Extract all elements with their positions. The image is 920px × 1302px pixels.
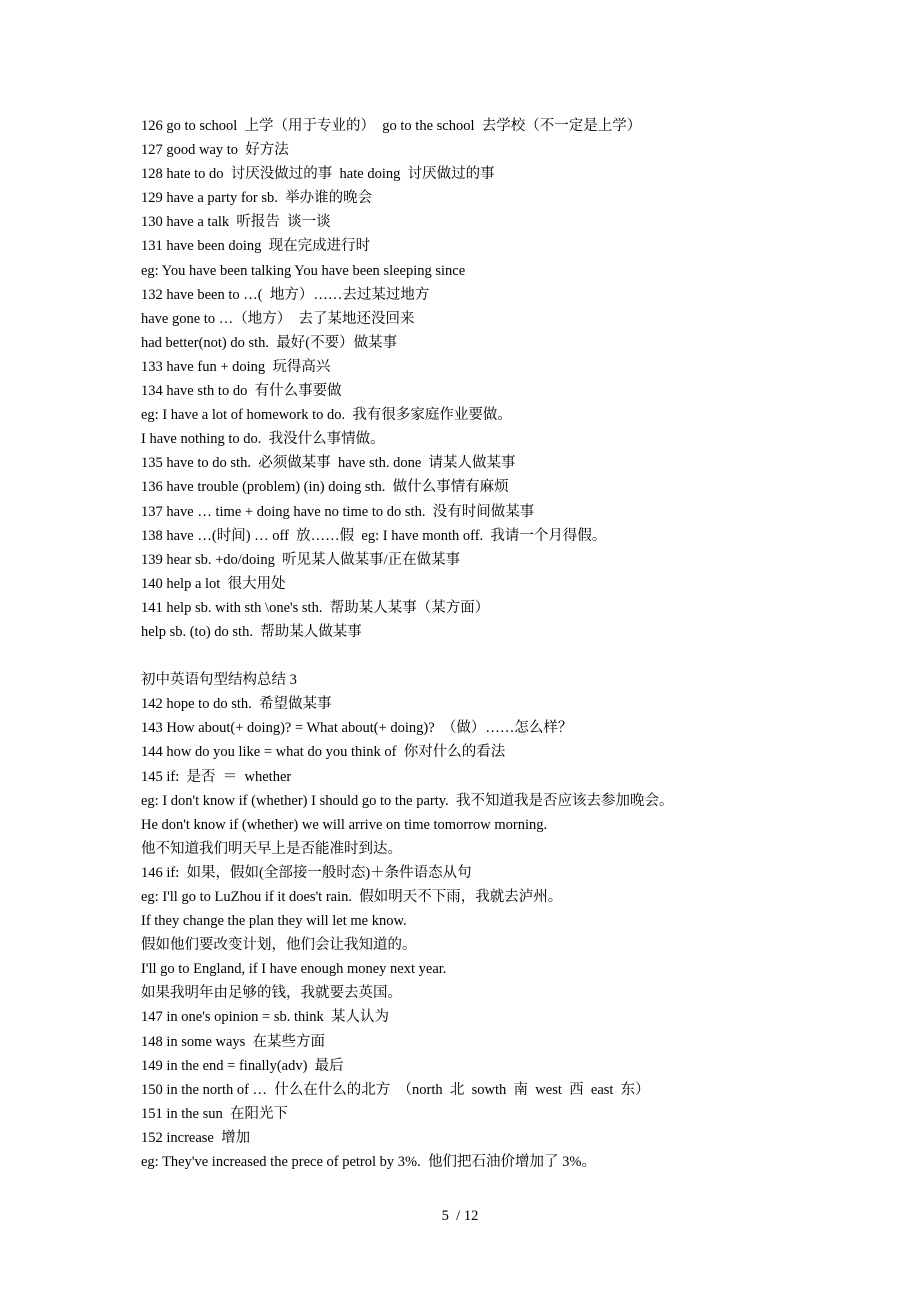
- text-line: eg: I don't know if (whether) I should go to the party. 我不知道我是否应该去参加晚会。: [141, 792, 674, 809]
- text-line: 137 have … time + doing have no time to do sth. 没有时间做某事: [141, 503, 535, 520]
- text-line: have gone to …（地方） 去了某地还没回来: [141, 310, 415, 327]
- page-number: 5 / 12: [441, 1208, 479, 1224]
- text-line: 136 have trouble (problem) (in) doing sth. 做什么事情有麻烦: [141, 479, 509, 496]
- text-line: 152 increase 增加: [141, 1129, 251, 1146]
- text-line: 他不知道我们明天早上是否能准时到达。: [141, 840, 402, 857]
- text-line: 如果我明年由足够的钱，我就要去英国。: [141, 985, 402, 1002]
- text-line: 141 help sb. with sth \one's sth. 帮助某人某事（某方面）: [141, 599, 490, 616]
- text-line: 129 have a party for sb. 举办谁的晚会: [141, 190, 373, 207]
- text-line: 138 have …(时间) … off 放……假 eg: I have month off. 我请一个月得假。: [141, 527, 607, 544]
- text-line: had better(not) do sth. 最好(不要）做某事: [141, 334, 398, 351]
- text-line: 147 in one's opinion = sb. think 某人认为: [141, 1009, 390, 1026]
- document-body: [141, 114, 881, 1174]
- text-line: 126 go to school 上学（用于专业的） go to the school 去学校（不一定是上学）: [141, 118, 642, 134]
- text-line: 146 if: 如果，假如(全部接一般时态)＋条件语态从句: [141, 864, 472, 881]
- text-line: 132 have been to …( 地方）……去过某过地方: [141, 286, 430, 303]
- text-line: eg: I'll go to LuZhou if it does't rain. 假如明天不下雨，我就去泸州。: [141, 889, 563, 905]
- text-line: 145 if: 是否 ＝ whether: [141, 768, 292, 785]
- text-line: 134 have sth to do 有什么事要做: [141, 383, 342, 400]
- text-line: eg: They've increased the prece of petrol by 3%. 他们把石油价增加了 3%。: [141, 1154, 596, 1171]
- text-line: 127 good way to 好方法: [141, 142, 289, 159]
- text-line: 128 hate to do 讨厌没做过的事 hate doing 讨厌做过的事: [141, 166, 495, 183]
- text-line: 151 in the sun 在阳光下: [141, 1105, 289, 1122]
- text-line: If they change the plan they will let me know.: [141, 913, 407, 930]
- text-line: 133 have fun + doing 玩得高兴: [141, 358, 331, 375]
- text-line: help sb. (to) do sth. 帮助某人做某事: [141, 623, 362, 640]
- text-line: 150 in the north of … 什么在什么的北方 （north 北 sowth 南 west 西 east 东）: [141, 1081, 650, 1098]
- text-line: 149 in the end = finally(adv) 最后: [141, 1057, 344, 1074]
- text-line: eg: You have been talking You have been sleeping since: [141, 262, 466, 279]
- text-line: I have nothing to do. 我没什么事情做。: [141, 431, 385, 448]
- blank-line: [141, 644, 881, 668]
- text-line: 143 How about(+ doing)? = What about(+ doing)? （做）……怎么样？: [141, 720, 573, 737]
- text-line: eg: I have a lot of homework to do. 我有很多家庭作业要做。: [141, 407, 512, 424]
- text-line: 130 have a talk 听报告 谈一谈: [141, 214, 331, 231]
- text-line: 140 help a lot 很大用处: [141, 575, 286, 592]
- text-line: He don't know if (whether) we will arrive on time tomorrow morning.: [141, 816, 548, 833]
- text-line: 148 in some ways 在某些方面: [141, 1033, 326, 1050]
- text-line: 假如他们要改变计划，他们会让我知道的。: [141, 937, 417, 954]
- text-line: I'll go to England, if I have enough money next year.: [141, 961, 447, 978]
- text-line: 142 hope to do sth. 希望做某事: [141, 696, 332, 713]
- text-line: 135 have to do sth. 必须做某事 have sth. done 请某人做某事: [141, 455, 516, 472]
- text-line: 131 have been doing 现在完成进行时: [141, 238, 371, 255]
- text-line: 144 how do you like = what do you think of 你对什么的看法: [141, 744, 506, 761]
- text-line: 139 hear sb. +do/doing 听见某人做某事/正在做某事: [141, 551, 461, 568]
- text-line: 初中英语句型结构总结 3: [141, 672, 297, 689]
